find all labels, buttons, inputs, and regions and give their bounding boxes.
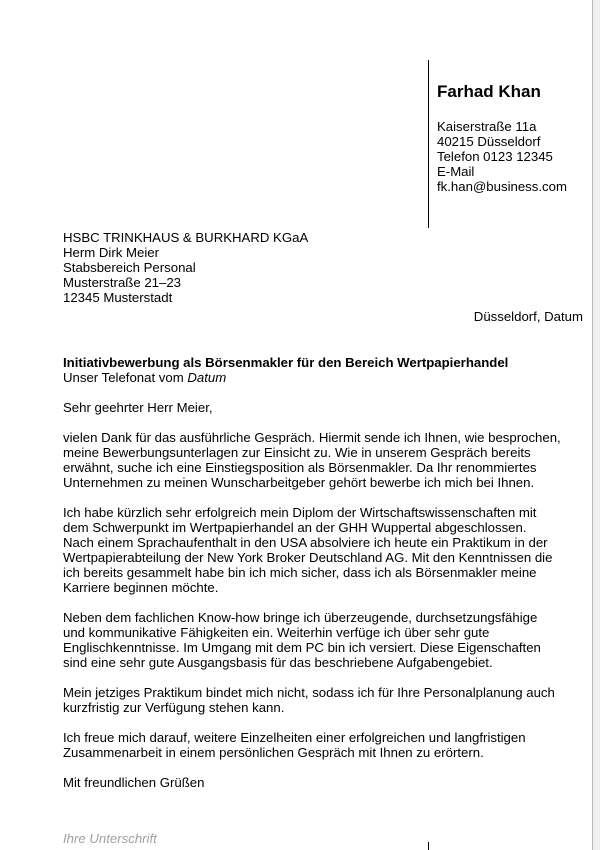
sender-name: Farhad Khan bbox=[437, 82, 541, 101]
text-line: Nach einem Sprachaufenthalt in den USA absolviere ich heute ein Praktikum in der bbox=[63, 535, 548, 550]
closing: Mit freundlichen Grüßen bbox=[63, 775, 205, 790]
text-line: Karriere beginnen möchte. bbox=[63, 580, 219, 595]
text-line: sind eine sehr gute Ausgangsbasis für das beschriebene Aufgabengebiet. bbox=[63, 655, 493, 670]
paragraph-4 bbox=[63, 685, 583, 715]
text-line: Wertpapierabteilung der New York Broker Deutschland AG. Mit den Kenntnissen die bbox=[63, 550, 553, 565]
text-line: Englischkenntnisse. Im Umgang mit dem PC bin ich versiert. Diese Eigenschaften bbox=[63, 640, 541, 655]
text-line: Unternehmen zu meinen Wunscharbeitgeber gehört bewerbe ich mich bei Ihnen. bbox=[63, 475, 535, 490]
recipient-street: Musterstraße 21–23 bbox=[63, 275, 182, 290]
recipient-department: Stabsbereich Personal bbox=[63, 260, 196, 275]
paragraph-2 bbox=[63, 505, 583, 595]
sender-email-label: E-Mail bbox=[437, 164, 475, 179]
text-line: meine Bewerbungsunterlagen zur Einsicht zu. Wie in unserem Gespräch bereits bbox=[63, 445, 531, 460]
sender-email: fk.han@business.com bbox=[437, 179, 567, 194]
text-line: kurzfristig zur Verfügung stehen kann. bbox=[63, 700, 285, 715]
paragraph-5 bbox=[63, 730, 583, 760]
sender-phone: Telefon 0123 12345 bbox=[437, 149, 553, 164]
text-line: vielen Dank für das ausführliche Gespräch. Hiermit sende ich Ihnen, wie besprochen, bbox=[63, 430, 561, 445]
text-line: Neben dem fachlichen Know-how bringe ich überzeugende, durchsetzungsfähige bbox=[63, 610, 538, 625]
text-line: erwähnt, suche ich eine Einstiegsposition als Börsenmakler. Da Ihr renommiertes bbox=[63, 460, 537, 475]
sender-block bbox=[437, 82, 567, 194]
paragraph-3 bbox=[63, 610, 583, 670]
reference-date: Datum bbox=[187, 370, 227, 385]
bottom-divider-tick bbox=[428, 842, 429, 850]
sender-city: 40215 Düsseldorf bbox=[437, 134, 541, 149]
text-line: Zusammenarbeit in einem persönlichen Gespräch mit Ihnen zu erörtern. bbox=[63, 745, 484, 760]
recipient-city: 12345 Musterstadt bbox=[63, 290, 173, 305]
header-divider-line bbox=[428, 60, 429, 228]
signature-placeholder: Ihre Unterschrift bbox=[63, 831, 157, 846]
sender-address bbox=[437, 119, 567, 194]
text-line: Mein jetziges Praktikum bindet mich nicht, sodass ich für Ihre Personalplanung auch bbox=[63, 685, 555, 700]
text-line: Ich freue mich darauf, weitere Einzelheiten einer erfolgreichen und langfristigen bbox=[63, 730, 526, 745]
reference-prefix: Unser Telefonat vom bbox=[63, 370, 188, 385]
reference-line bbox=[63, 370, 583, 385]
sender-street: Kaiserstraße 11a bbox=[437, 119, 537, 134]
recipient-block bbox=[63, 230, 308, 305]
text-line: dem Schwerpunkt im Wertpapierhandel an der GHH Wuppertal abgeschlossen. bbox=[63, 520, 527, 535]
page-edge bbox=[592, 0, 600, 850]
recipient-person: Herm Dirk Meier bbox=[63, 245, 159, 260]
text-line: und kommunikative Fähigkeiten ein. Weiterhin verfüge ich über sehr gute bbox=[63, 625, 490, 640]
text-line: ich bereits gesammelt habe bin ich mich sicher, dass ich als Börsenmakler meine bbox=[63, 565, 537, 580]
recipient-company: HSBC TRINKHAUS & BURKHARD KGaA bbox=[63, 230, 309, 245]
salutation: Sehr geehrter Herr Meier, bbox=[63, 400, 213, 415]
subject-line: Initiativbewerbung als Börsenmakler für den Bereich Wertpapierhandel bbox=[63, 355, 509, 370]
text-line: Ich habe kürzlich sehr erfolgreich mein Diplom der Wirtschaftswissenschaften mit bbox=[63, 505, 537, 520]
letter-body bbox=[63, 355, 583, 790]
paragraph-1 bbox=[63, 430, 583, 490]
date-line: Düsseldorf, Datum bbox=[473, 309, 583, 324]
